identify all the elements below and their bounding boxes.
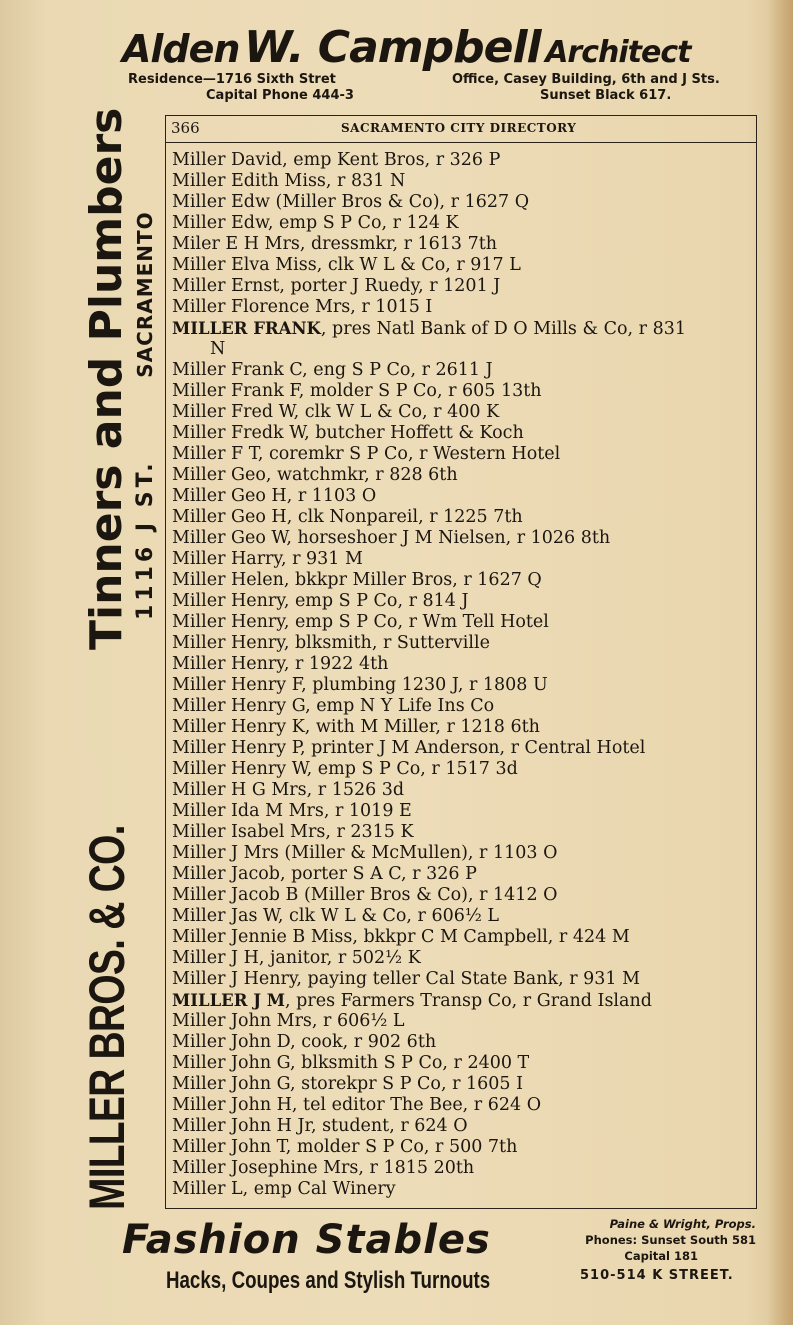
- entry-details: , pres Natl Bank of D O Mills & Co, r 831: [320, 319, 686, 339]
- entry-name: Miller Josephine Mrs: [172, 1158, 359, 1178]
- entry-details: , emp S P Co, r 1517 3d: [306, 759, 518, 779]
- entry-name: Miller Geo W: [172, 528, 287, 548]
- directory-entry: [172, 444, 754, 465]
- entry-details: , emp S P Co, r 814 J: [283, 591, 469, 611]
- page-header: [165, 115, 757, 143]
- directory-entry: [172, 297, 754, 318]
- directory-entry: [172, 276, 754, 297]
- directory-entry: [172, 948, 754, 969]
- entry-name: Miller J Mrs: [172, 843, 279, 863]
- side-ad-trade: Tinners and Plumbers: [81, 107, 132, 650]
- directory-entry: [172, 339, 754, 360]
- entry-name: Miller John H Jr: [172, 1116, 311, 1136]
- entry-details: , butcher Hoffett & Koch: [304, 423, 524, 443]
- entry-name: Miller John D: [172, 1032, 291, 1052]
- entry-details: N: [210, 339, 226, 359]
- entry-details: (Miller Bros & Co), r 1412 O: [298, 885, 558, 905]
- entry-details: , tel editor The Bee, r 624 O: [291, 1095, 542, 1115]
- side-ad-address: 1116 J ST.: [133, 459, 158, 620]
- entry-name: Miller John H: [172, 1095, 292, 1115]
- entry-name: Miller Jas W: [172, 906, 278, 926]
- directory-entry: [172, 465, 754, 486]
- entry-name: Miller Elva Miss: [172, 255, 317, 275]
- directory-entry: [172, 1074, 754, 1095]
- entry-details: , r 1815 20th: [358, 1158, 475, 1178]
- entry-name: Miller Henry G: [172, 696, 306, 716]
- side-ad-city: SACRAMENTO: [133, 211, 157, 378]
- directory-entry: [172, 150, 754, 171]
- entry-name: Miller Florence Mrs: [172, 297, 351, 317]
- entry-name: Miller Henry F: [172, 675, 302, 695]
- entry-details: , coremkr S P Co, r Western Hotel: [257, 444, 561, 464]
- entry-details: , clk Nonpareil, r 1225 7th: [286, 507, 523, 527]
- entry-details: , dressmkr, r 1613 7th: [299, 234, 498, 254]
- entry-details: , emp N Y Life Ins Co: [305, 696, 495, 716]
- directory-entry: [172, 192, 754, 213]
- entry-name: Miller Henry: [172, 654, 284, 674]
- directory-entry: [172, 549, 754, 570]
- entry-name: Miller John G: [172, 1053, 291, 1073]
- entry-name: Miller Fred W: [172, 402, 294, 422]
- entry-name: Miller J Henry: [172, 969, 297, 989]
- architect-surname: W. Campbell: [244, 22, 541, 73]
- architect-ad-title: [122, 20, 762, 76]
- page-number: 366: [171, 119, 200, 137]
- entry-details: , r 1019 E: [323, 801, 412, 821]
- directory-entry: [172, 801, 754, 822]
- entry-details: , r 1103 O: [286, 486, 377, 506]
- entry-name: Miller Henry: [172, 591, 284, 611]
- entry-details: , r 831 N: [325, 171, 406, 191]
- entry-name: Miller Frank F: [172, 381, 299, 401]
- entry-details: , clk W L & Co, r 606½ L: [277, 906, 500, 926]
- directory-entry: [172, 633, 754, 654]
- entry-name: Miller Henry P: [172, 738, 300, 758]
- directory-entry: [172, 822, 754, 843]
- directory-entry: [172, 969, 754, 990]
- side-ad-main-line: [79, 107, 135, 1210]
- stables-address: 510-514 K STREET.: [580, 1268, 734, 1283]
- entry-details: , emp Kent Bros, r 326 P: [282, 150, 501, 170]
- entry-name: Miller Jacob B: [172, 885, 299, 905]
- stables-proprietors: Paine & Wright, Props.: [609, 1217, 756, 1231]
- entry-name: Miller L: [172, 1179, 243, 1199]
- stables-ad-subtitle: Hacks, Coupes and Stylish Turnouts: [166, 1267, 491, 1294]
- entry-name: Miller Henry W: [172, 759, 307, 779]
- entry-name: Miller Edw: [172, 213, 268, 233]
- entry-name: Miller John Mrs: [172, 1011, 312, 1031]
- architect-office-info: [452, 72, 762, 104]
- directory-entry: [172, 1179, 754, 1200]
- directory-entry: [172, 528, 754, 549]
- entry-details: , printer J M Anderson, r Central Hotel: [299, 738, 646, 758]
- directory-entry: [172, 1116, 754, 1137]
- entry-details: , clk W L & Co, r 917 L: [316, 255, 521, 275]
- entry-details: , bkkpr Miller Bros, r 1627 Q: [283, 570, 542, 590]
- entry-name: Miller F T: [172, 444, 258, 464]
- entry-details: , r 1526 3d: [306, 780, 405, 800]
- architect-office-phone: Sunset Black 617.: [540, 88, 672, 103]
- directory-entry: [172, 255, 754, 276]
- architect-profession: Architect: [545, 35, 691, 70]
- entry-details: , molder S P Co, r 500 7th: [285, 1137, 518, 1157]
- entry-details: , r 1015 I: [350, 297, 433, 317]
- directory-entry: [172, 759, 754, 780]
- directory-entry: [172, 1032, 754, 1053]
- entry-details: , r 931 M: [280, 549, 363, 569]
- entry-details: , clk W L & Co, r 400 K: [293, 402, 500, 422]
- entry-details: , student, r 624 O: [310, 1116, 468, 1136]
- directory-entry: [172, 423, 754, 444]
- directory-entry: [172, 591, 754, 612]
- directory-entry: [172, 864, 754, 885]
- directory-entry: [172, 213, 754, 234]
- directory-entry: [172, 738, 754, 759]
- entry-name: Miller J H: [172, 948, 259, 968]
- directory-entry: [172, 1137, 754, 1158]
- directory-entry: [172, 612, 754, 633]
- directory-entry: [172, 654, 754, 675]
- entry-name: Miller Ida M Mrs: [172, 801, 324, 821]
- entry-name: Miller Geo H: [172, 507, 287, 527]
- entry-details: , r 1922 4th: [283, 654, 389, 674]
- directory-entry: [172, 402, 754, 423]
- entry-name: Miler E H Mrs: [172, 234, 300, 254]
- directory-entry: [172, 906, 754, 927]
- entry-name: Miller Fredk W: [172, 423, 305, 443]
- entry-details: , cook, r 902 6th: [290, 1032, 437, 1052]
- entry-name: Miller Henry: [172, 633, 284, 653]
- entry-name: Miller Isabel Mrs: [172, 822, 326, 842]
- entry-details: , emp S P Co, r 124 K: [267, 213, 459, 233]
- directory-entry: [172, 1053, 754, 1074]
- entry-name: Miller H G Mrs: [172, 780, 307, 800]
- entry-name: Miller Geo H: [172, 486, 287, 506]
- entry-name: Miller Henry K: [172, 717, 305, 737]
- entry-name: Miller John T: [172, 1137, 286, 1157]
- entry-name: Miller Frank C: [172, 360, 303, 380]
- entry-name: MILLER FRANK: [172, 319, 321, 338]
- architect-residence: Residence—1716 Sixth Stret: [128, 72, 336, 87]
- entry-name: Miller Edith Miss: [172, 171, 326, 191]
- entry-name: Miller David: [172, 150, 283, 170]
- entry-details: (Miller Bros & Co), r 1627 Q: [269, 192, 530, 212]
- directory-entry: [172, 1158, 754, 1179]
- top-advertisement: [0, 20, 793, 110]
- entry-details: , molder S P Co, r 605 13th: [298, 381, 542, 401]
- entry-details: , r 2315 K: [325, 822, 414, 842]
- entry-details: , plumbing 1230 J, r 1808 U: [301, 675, 548, 695]
- page-edge-shadow: [767, 0, 793, 1325]
- stables-phone-capital: Capital 181: [624, 1249, 698, 1263]
- directory-entry: [172, 381, 754, 402]
- directory-entry: [172, 171, 754, 192]
- running-head: SACRAMENTO CITY DIRECTORY: [341, 121, 577, 135]
- stables-ad-title: Fashion Stables: [122, 1217, 491, 1263]
- directory-entry: [172, 843, 754, 864]
- entry-details: , emp S P Co, r Wm Tell Hotel: [283, 612, 549, 632]
- entry-name: Miller Jacob: [172, 864, 280, 884]
- architect-residence-info: [128, 72, 388, 104]
- entry-name: Miller Henry: [172, 612, 284, 632]
- directory-entry: [172, 927, 754, 948]
- directory-entry: [172, 360, 754, 381]
- entry-details: , blksmith, r Sutterville: [283, 633, 490, 653]
- entry-details: , paying teller Cal State Bank, r 931 M: [296, 969, 641, 989]
- stables-phone-sunset: Phones: Sunset South 581: [585, 1233, 756, 1247]
- directory-entry: [172, 1095, 754, 1116]
- entry-details: , bkkpr C M Campbell, r 424 M: [352, 927, 630, 947]
- entry-details: , with M Miller, r 1218 6th: [304, 717, 540, 737]
- entry-details: , blksmith S P Co, r 2400 T: [290, 1053, 530, 1073]
- entry-details: , emp Cal Winery: [242, 1179, 396, 1199]
- side-ad-address-line: [132, 211, 158, 620]
- entry-details: , horseshoer J M Nielsen, r 1026 8th: [286, 528, 611, 548]
- entry-name: Miller Ernst: [172, 276, 280, 296]
- directory-entry: [172, 486, 754, 507]
- architect-first-name: Alden: [122, 27, 240, 71]
- directory-entry: [172, 234, 754, 255]
- directory-entry: [172, 990, 754, 1011]
- entry-name: Miller John G: [172, 1074, 291, 1094]
- directory-entry: [172, 696, 754, 717]
- entry-details: , porter J Ruedy, r 1201 J: [279, 276, 501, 296]
- side-advertisement: [79, 107, 160, 1210]
- entry-details: (Miller & McMullen), r 1103 O: [278, 843, 558, 863]
- side-ad-firm: MILLER BROS. & CO.: [79, 825, 135, 1210]
- directory-entries: [172, 150, 754, 1200]
- entry-details: , storekpr S P Co, r 1605 I: [290, 1074, 524, 1094]
- entry-details: , watchmkr, r 828 6th: [265, 465, 458, 485]
- entry-name: Miller Jennie B Miss: [172, 927, 353, 947]
- entry-details: , eng S P Co, r 2611 J: [302, 360, 493, 380]
- directory-entry: [172, 507, 754, 528]
- entry-name: Miller Helen: [172, 570, 284, 590]
- stables-ad-contact: [556, 1216, 756, 1264]
- directory-entry: [172, 318, 754, 339]
- directory-entry: [172, 885, 754, 906]
- directory-entry: [172, 1011, 754, 1032]
- directory-entry: [172, 675, 754, 696]
- entry-details: , porter S A C, r 326 P: [279, 864, 477, 884]
- bottom-advertisement: [0, 1212, 793, 1312]
- entry-name: Miller Harry: [172, 549, 281, 569]
- architect-office: Office, Casey Building, 6th and J Sts.: [452, 72, 720, 87]
- directory-entry: [172, 717, 754, 738]
- entry-details: , janitor, r 502½ K: [258, 948, 421, 968]
- entry-name: Miller Edw: [172, 192, 270, 212]
- directory-entry: [172, 780, 754, 801]
- entry-details: , pres Farmers Transp Co, r Grand Island: [285, 991, 652, 1011]
- entry-details: , r 606½ L: [311, 1011, 405, 1031]
- entry-name: MILLER J M: [172, 991, 286, 1010]
- entry-name: Miller Geo: [172, 465, 266, 485]
- architect-residence-phone: Capital Phone 444-3: [206, 88, 354, 103]
- directory-entry: [172, 570, 754, 591]
